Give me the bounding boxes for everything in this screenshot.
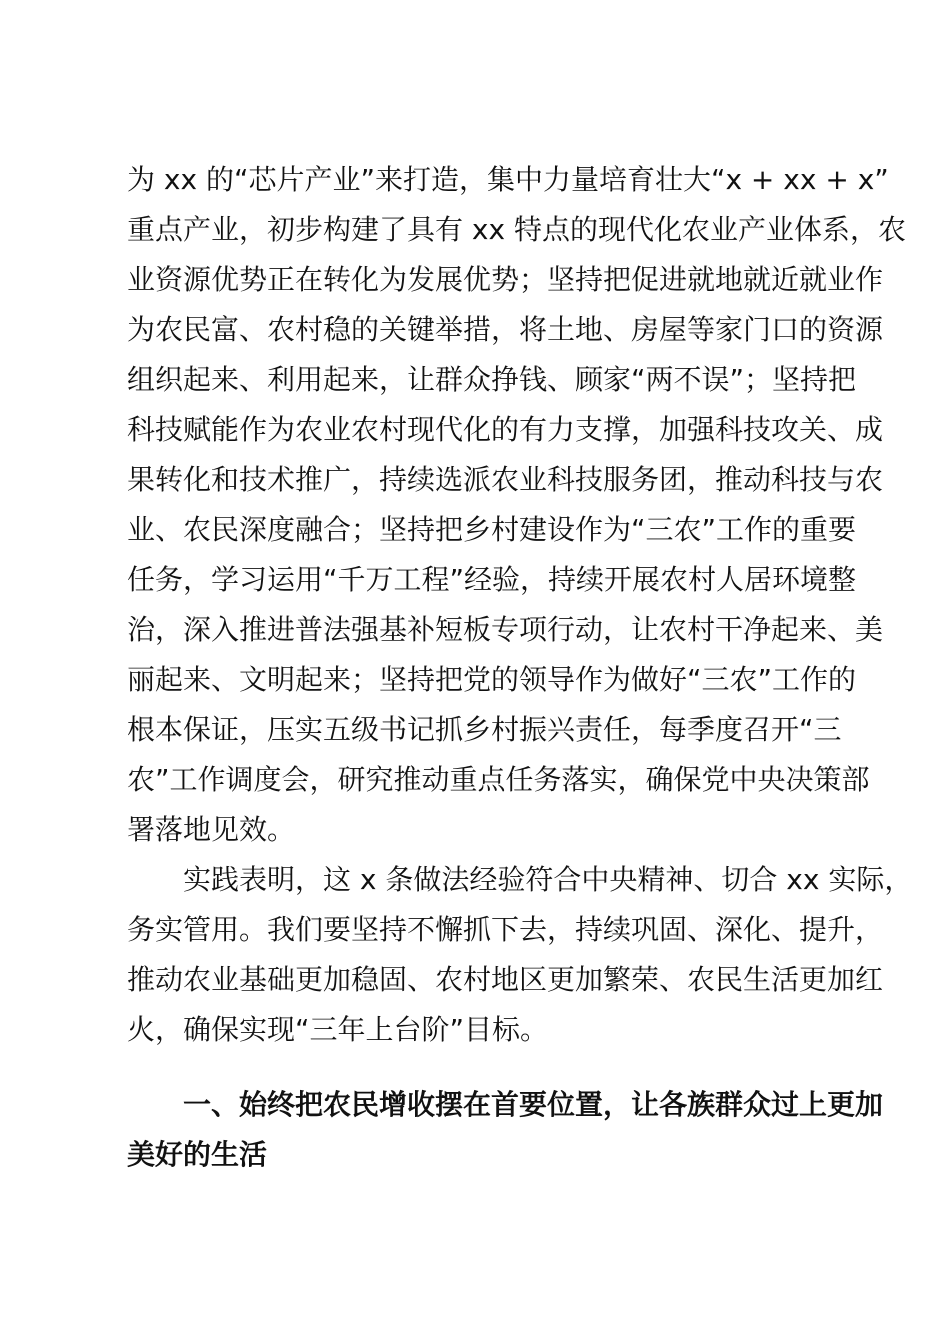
paragraph-1-line: 科技赋能作为农业农村现代化的有力支撑，加强科技攻关、成 bbox=[127, 413, 884, 446]
paragraph-2-line: 火，确保实现“三年上台阶”目标。 bbox=[127, 1013, 549, 1046]
paragraph-1-line: 重点产业，初步构建了具有 xx 特点的现代化农业产业体系，农 bbox=[127, 213, 906, 246]
paragraph-1-line: 任务，学习运用“千万工程”经验，持续开展农村人居环境整 bbox=[127, 563, 857, 596]
paragraph-1-line: 农”工作调度会，研究推动重点任务落实，确保党中央决策部 bbox=[127, 763, 870, 796]
paragraph-1-line: 根本保证，压实五级书记抓乡村振兴责任，每季度召开“三 bbox=[127, 713, 842, 746]
paragraph-1-line: 为 xx 的“芯片产业”来打造，集中力量培育壮大“x + xx + x” bbox=[127, 163, 889, 196]
paragraph-1-line: 治，深入推进普法强基补短板专项行动，让农村干净起来、美 bbox=[127, 613, 884, 646]
paragraph-1 bbox=[127, 155, 906, 855]
paragraph-2-line: 务实管用。我们要坚持不懈抓下去，持续巩固、深化、提升， bbox=[127, 913, 884, 946]
paragraph-2-line: 推动农业基础更加稳固、农村地区更加繁荣、农民生活更加红 bbox=[127, 963, 884, 996]
section-heading-line: 美好的生活 bbox=[127, 1138, 268, 1171]
paragraph-1-line: 署落地见效。 bbox=[127, 813, 296, 846]
paragraph-2-line: 实践表明，这 x 条做法经验符合中央精神、切合 xx 实际， bbox=[183, 863, 913, 896]
paragraph-1-line: 果转化和技术推广，持续选派农业科技服务团，推动科技与农 bbox=[127, 463, 884, 496]
paragraph-1-line: 为农民富、农村稳的关键举措，将土地、房屋等家门口的资源 bbox=[127, 313, 884, 346]
paragraph-1-line: 组织起来、利用起来，让群众挣钱、顾家“两不误”；坚持把 bbox=[127, 363, 857, 396]
section-heading-line: 一、始终把农民增收摆在首要位置，让各族群众过上更加 bbox=[183, 1088, 884, 1121]
paragraph-1-line: 业、农民深度融合；坚持把乡村建设作为“三农”工作的重要 bbox=[127, 513, 857, 546]
paragraph-2 bbox=[127, 855, 913, 1055]
paragraph-1-line: 业资源优势正在转化为发展优势；坚持把促进就地就近就业作 bbox=[127, 263, 884, 296]
section-heading bbox=[127, 1080, 884, 1180]
paragraph-1-line: 丽起来、文明起来；坚持把党的领导作为做好“三农”工作的 bbox=[127, 663, 857, 696]
